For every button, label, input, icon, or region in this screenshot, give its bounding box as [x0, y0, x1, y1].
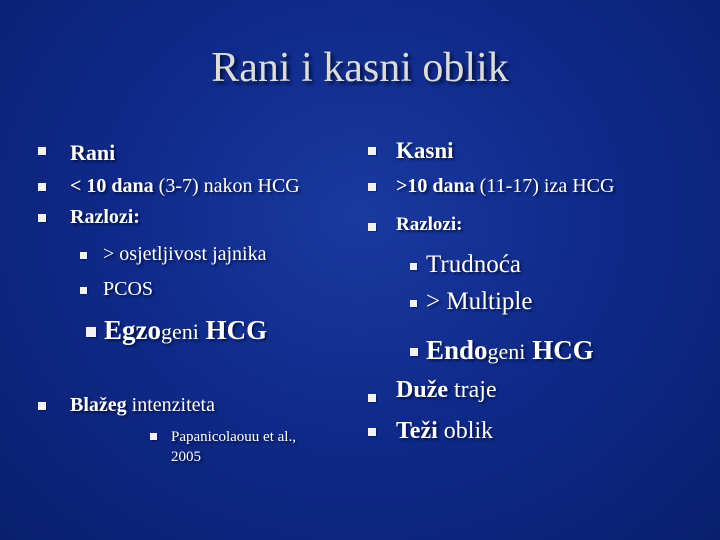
- kasni-days-rest: (11-17) iza HCG: [474, 175, 615, 197]
- bullet-icon: [410, 348, 418, 356]
- bullet-icon: [410, 300, 417, 307]
- egzo-bold: Egzo: [104, 315, 161, 345]
- bullet-icon: [38, 214, 46, 222]
- rani-heading: [70, 140, 115, 166]
- tezi-bold: Teži: [396, 418, 438, 444]
- rani-reason-1: > osjetljivost jajnika: [103, 243, 267, 265]
- citation-line-2: 2005: [171, 449, 201, 465]
- bullet-icon: [368, 147, 376, 155]
- bullet-icon: [38, 402, 46, 410]
- rani-reason-2: PCOS: [103, 278, 154, 300]
- rani-days-bold: < 10 dana: [70, 175, 154, 197]
- citation-line-1: Papanicolaouu et al.,: [171, 429, 296, 445]
- page-title: Rani i kasni oblik: [211, 45, 509, 91]
- kasni-days: [396, 175, 614, 198]
- blazeg-bold: Blažeg: [70, 394, 127, 416]
- tezi-oblik: [396, 418, 493, 445]
- kasni-days-bold: >10 dana: [396, 175, 475, 197]
- egzo-end: HCG: [198, 315, 268, 345]
- egzo-small: geni: [161, 319, 199, 344]
- citation: [171, 427, 296, 467]
- bullet-icon: [368, 183, 376, 191]
- bullet-icon: [38, 183, 46, 191]
- endogeni-hcg: [426, 335, 594, 366]
- endo-bold: Endo: [426, 335, 488, 365]
- rani-label: Rani: [70, 140, 116, 165]
- kasni-heading: Kasni: [396, 138, 454, 163]
- bullet-icon: [368, 223, 376, 231]
- tezi-rest: oblik: [437, 418, 494, 444]
- bullet-icon: [86, 327, 96, 337]
- bullet-icon: [38, 147, 46, 155]
- duze-bold: Duže: [396, 377, 448, 403]
- rani-razlozi: Razlozi:: [70, 206, 140, 228]
- blazeg-rest: intenziteta: [126, 394, 215, 416]
- kasni-razlozi: Razlozi:: [396, 214, 463, 235]
- endo-small: geni: [487, 339, 526, 364]
- rani-days-rest: (3-7) nakon HCG: [153, 175, 300, 197]
- duze-rest: traje: [447, 377, 497, 403]
- bullet-icon: [80, 252, 87, 259]
- bullet-icon: [150, 433, 157, 440]
- kasni-reason-2: > Multiple: [426, 288, 533, 315]
- bullet-icon: [368, 394, 376, 402]
- bullet-icon: [410, 263, 417, 270]
- egzogeni-hcg: [104, 315, 267, 346]
- kasni-reason-1: Trudnoća: [426, 251, 521, 278]
- bullet-icon: [80, 287, 87, 294]
- endo-end: HCG: [525, 335, 594, 365]
- blazeg-intenziteta: [70, 394, 215, 417]
- rani-days: [70, 175, 300, 198]
- bullet-icon: [368, 428, 376, 436]
- duze-traje: [396, 377, 497, 404]
